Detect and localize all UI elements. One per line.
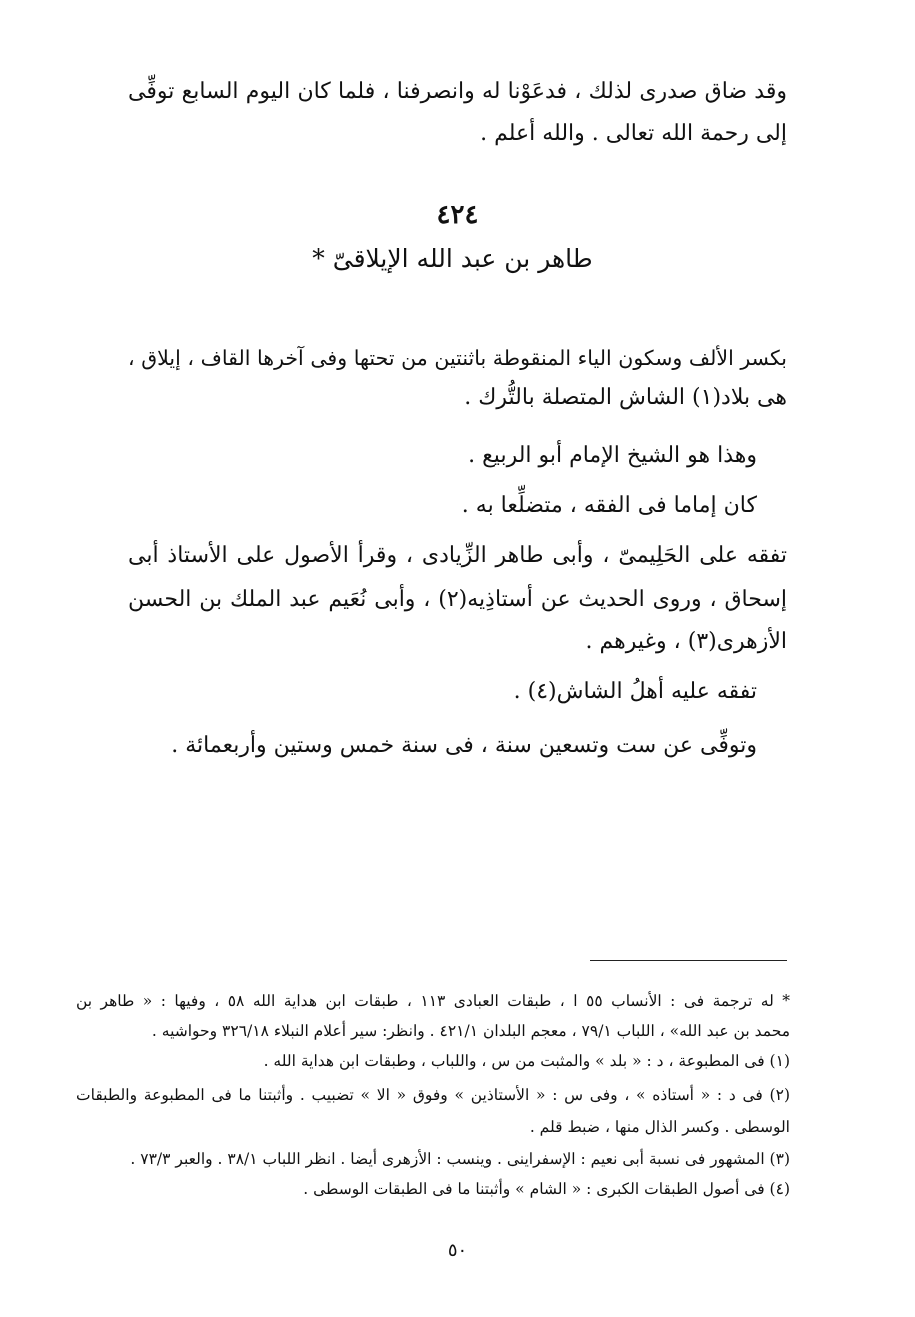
footnote-separator <box>590 960 787 961</box>
body-paragraph-6: وتوفِّى عن ست وتسعين سنة ، فى سنة خمس وستين وأربعمائة . <box>171 733 757 758</box>
body-paragraph-4-line-1: تفقه على الحَلِيمىّ ، وأبى طاهر الزِّيادى ، وقرأ الأصول على الأستاذ أبى <box>128 543 787 568</box>
body-paragraph-5: تفقه عليه أهلُ الشاش(٤) . <box>513 679 757 704</box>
body-paragraph-2: وهذا هو الشيخ الإمام أبو الربيع . <box>468 443 757 468</box>
footnote-4: (٤) فى أصول الطبقات الكبرى : « الشام » وأثبتنا ما فى الطبقات الوسطى . <box>303 1180 790 1198</box>
footnote-2-line-1: (٢) فى د : « أستاذه » ، وفى س : « الأستاذين » وفوق « الا » تضبيب . وأثبتنا ما فى المطبوعة والطبقات <box>76 1086 790 1104</box>
body-paragraph-1-line-1: بكسر الألف وسكون الياء المنقوطة باثنتين من تحتها وفى آخرها القاف ، إيلاق ، <box>128 346 787 370</box>
body-paragraph-3: كان إماما فى الفقه ، متضلِّعا به . <box>461 493 757 518</box>
page-number: ٥٠ <box>447 1240 468 1261</box>
body-paragraph-4-line-3: الأزهرى(٣) ، وغيرهم . <box>585 629 787 654</box>
body-paragraph-4-line-2: إسحاق ، وروى الحديث عن أستاذِيه(٢) ، وأبى نُعَيم عبد الملك بن الحسن <box>128 587 787 612</box>
footnote-2-line-2: الوسطى . وكسر الذال منها ، ضبط قلم . <box>529 1118 790 1136</box>
footnote-1: (١) فى المطبوعة ، د : « بلد » والمثبت من س ، واللباب ، وطبقات ابن هداية الله . <box>263 1052 790 1070</box>
footnote-star-line-2: محمد بن عبد الله» ، اللباب ٧٩/١ ، معجم البلدان ٤٢١/١ . وانظر: سير أعلام النبلاء ٣٢٦/١٨ وحواشيه . <box>151 1022 790 1040</box>
footnote-star-line-1: * له ترجمة فى : الأنساب ٥٥ ا ، طبقات العبادى ١١٣ ، طبقات ابن هداية الله ٥٨ ، وفيها : « طاهر بن <box>76 992 791 1010</box>
entry-title: طاهر بن عبد الله الإيلاقىّ * <box>312 244 593 273</box>
footnote-3: (٣) المشهور فى نسبة أبى نعيم : الإسفراينى . وينسب : الأزهرى أيضا . انظر اللباب ٣٨/١ . والعبر ٧٣/٣ . <box>130 1150 790 1168</box>
top-paragraph-line-1: وقد ضاق صدرى لذلك ، فدعَوْنا له وانصرفنا ، فلما كان اليوم السابع توفِّى <box>128 79 787 104</box>
entry-number: ٤٢٤ <box>436 200 479 230</box>
top-paragraph-line-2: إلى رحمة الله تعالى . والله أعلم . <box>480 121 787 146</box>
body-paragraph-1-line-2: هى بلاد(١) الشاش المتصلة بالتُّرك . <box>464 385 787 410</box>
